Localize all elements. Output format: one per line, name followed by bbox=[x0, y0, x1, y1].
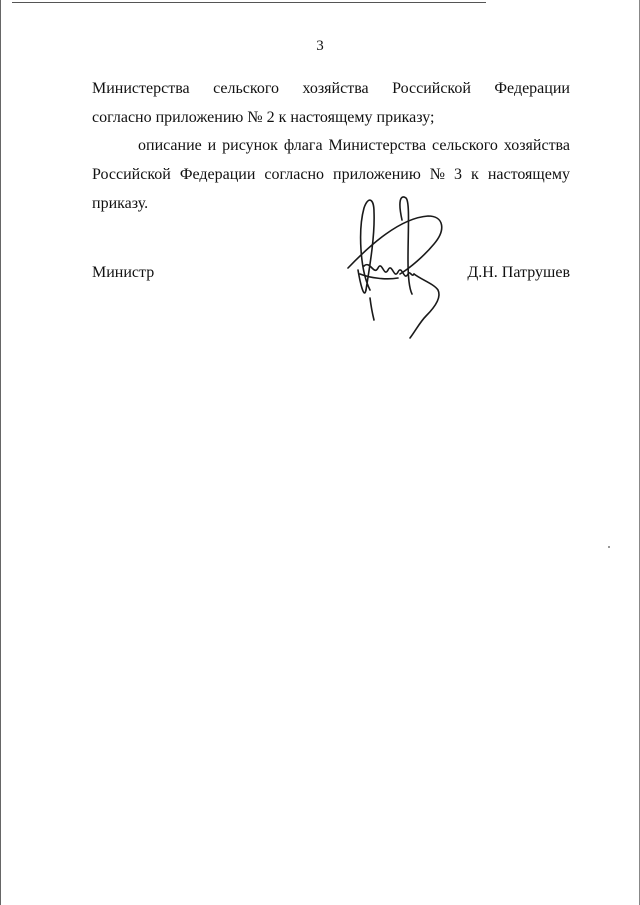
handwritten-signature bbox=[340, 190, 450, 342]
paragraph-2-line-1 bbox=[92, 131, 570, 160]
signatory-title: Министр bbox=[92, 264, 155, 281]
word: сельского bbox=[432, 137, 498, 154]
word: Российской bbox=[92, 166, 171, 183]
word: и bbox=[207, 137, 217, 154]
word: рисунок bbox=[222, 137, 278, 154]
word: Российской bbox=[392, 80, 471, 97]
scan-edge-left bbox=[0, 0, 1, 905]
word: к bbox=[471, 166, 479, 183]
page-number: 3 bbox=[316, 38, 324, 54]
word: Федерации bbox=[179, 166, 256, 183]
word: Федерации bbox=[494, 80, 570, 97]
paragraph-1-line-2: согласно приложению № 2 к настоящему приказу; bbox=[92, 109, 435, 126]
word: хозяйства bbox=[503, 137, 570, 154]
word: флага bbox=[283, 137, 323, 154]
scan-edge-top bbox=[12, 2, 486, 3]
word: описание bbox=[138, 137, 202, 154]
word: настоящему bbox=[487, 166, 570, 183]
word: согласно bbox=[264, 166, 325, 183]
signature-row bbox=[92, 264, 570, 286]
paragraph-2 bbox=[92, 131, 570, 218]
word: сельского bbox=[213, 80, 280, 97]
word: Министерства bbox=[328, 137, 427, 154]
word: № bbox=[429, 166, 446, 183]
word: хозяйства bbox=[302, 80, 369, 97]
paragraph-2-line-2 bbox=[92, 160, 570, 189]
scan-speck bbox=[608, 546, 610, 548]
paragraph-1-line-1 bbox=[92, 74, 570, 103]
word: 3 bbox=[454, 166, 463, 183]
paragraph-2-line-3: приказу. bbox=[92, 195, 149, 212]
paragraph-1 bbox=[92, 74, 570, 132]
word: приложению bbox=[333, 166, 421, 183]
signatory-name: Д.Н. Патрушев bbox=[467, 264, 570, 281]
word: Министерства bbox=[92, 80, 190, 97]
